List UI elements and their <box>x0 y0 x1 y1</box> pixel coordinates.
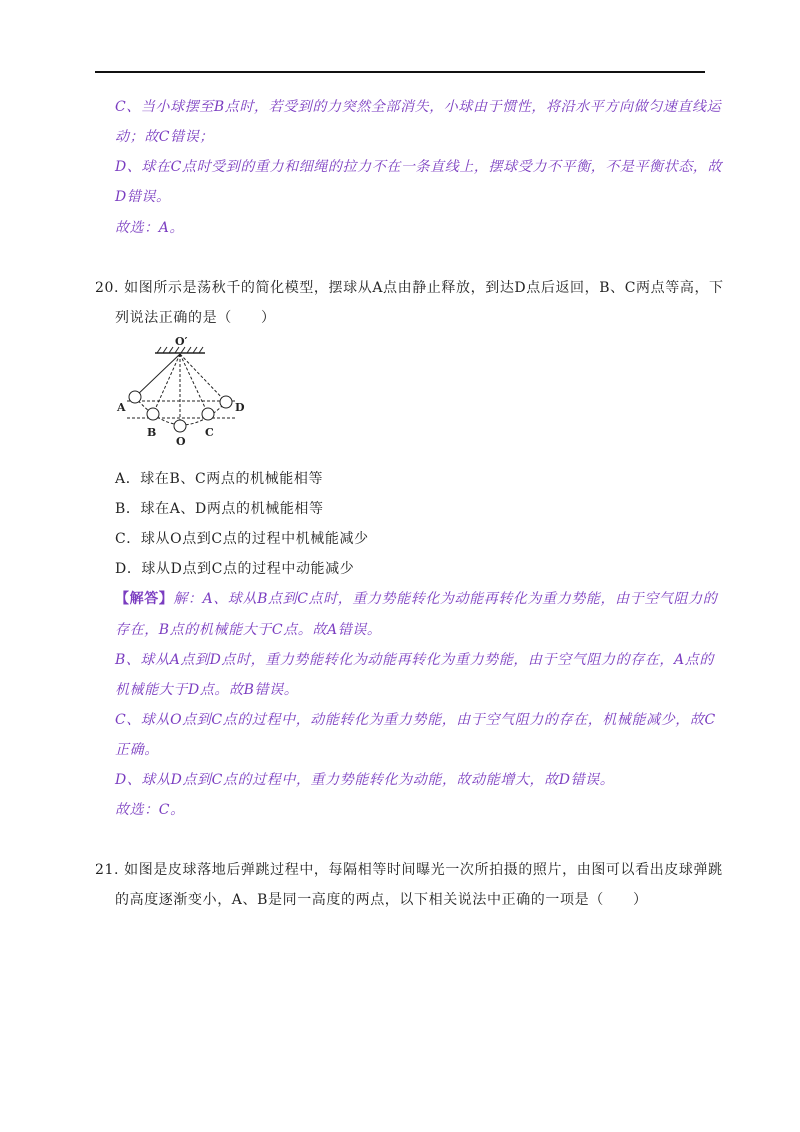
label-d: D <box>235 401 245 414</box>
q20-answer-a-line1 <box>115 589 717 609</box>
prev-answer-d-line2: D错误。 <box>115 189 171 205</box>
q20-answer-d-line1: D、球从D点到C点的过程中，重力势能转化为动能，故动能增大，故D错误。 <box>115 772 615 788</box>
label-o: O <box>176 435 186 445</box>
label-o-prime: O′ <box>175 335 188 348</box>
label-c: C <box>205 426 214 439</box>
q20-stem-line1: 20. 如图所示是荡秋千的简化模型，摆球从A点由静止释放，到达D点后返回，B、C两点等高，下 <box>95 280 724 296</box>
q20-option-b: B．球在A、D两点的机械能相等 <box>115 501 324 517</box>
q20-answer-c-line1: C、球从O点到C点的过程中，动能转化为重力势能，由于空气阻力的存在，机械能减少，故C <box>115 712 716 728</box>
prev-answer-d-line1: D、球在C点时受到的重力和细绳的拉力不在一条直线上，摆球受力不平衡，不是平衡状态，故 <box>115 159 723 175</box>
q20-answer-b-line2: 机械能大于D点。故B错误。 <box>115 682 299 698</box>
label-a: A <box>117 401 126 414</box>
q21-stem-line1: 21. 如图是皮球落地后弹跳过程中，每隔相等时间曝光一次所拍摄的照片，由图可以看出皮球弹跳 <box>95 862 723 878</box>
q20-answer-b-line1: B、球从A点到D点时，重力势能转化为动能再转化为重力势能，由于空气阻力的存在，A点的 <box>115 652 714 668</box>
q20-stem-line2: 列说法正确的是（ ） <box>115 310 276 326</box>
header-rule <box>95 71 705 73</box>
q20-answer-choice: 故选：C。 <box>115 802 185 818</box>
q20-answer-a-text: 解：A、球从B点到C点时，重力势能转化为动能再转化为重力势能，由于空气阻力的 <box>173 591 718 607</box>
q20-option-d: D．球从D点到C点的过程中动能减少 <box>115 561 355 577</box>
q20-answer-a-line2: 存在，B点的机械能大于C点。故A错误。 <box>115 622 382 638</box>
prev-answer-c-line1: C、当小球摆至B点时，若受到的力突然全部消失，小球由于惯性，将沿水平方向做匀速直线运 <box>115 99 722 115</box>
q21-stem-line2: 的高度逐渐变小，A、B是同一高度的两点，以下相关说法中正确的一项是（ ） <box>115 892 648 908</box>
prev-answer-c-line2: 动；故C错误； <box>115 129 214 145</box>
prev-answer-choice: 故选：A。 <box>115 220 185 236</box>
q20-option-c: C．球从O点到C点的过程中机械能减少 <box>115 531 369 547</box>
answer-tag: 【解答】 <box>115 591 174 607</box>
q20-option-a: A．球在B、C两点的机械能相等 <box>115 471 324 487</box>
q20-answer-c-line2: 正确。 <box>115 742 159 758</box>
pendulum-figure <box>115 335 255 445</box>
label-b: B <box>147 426 157 439</box>
